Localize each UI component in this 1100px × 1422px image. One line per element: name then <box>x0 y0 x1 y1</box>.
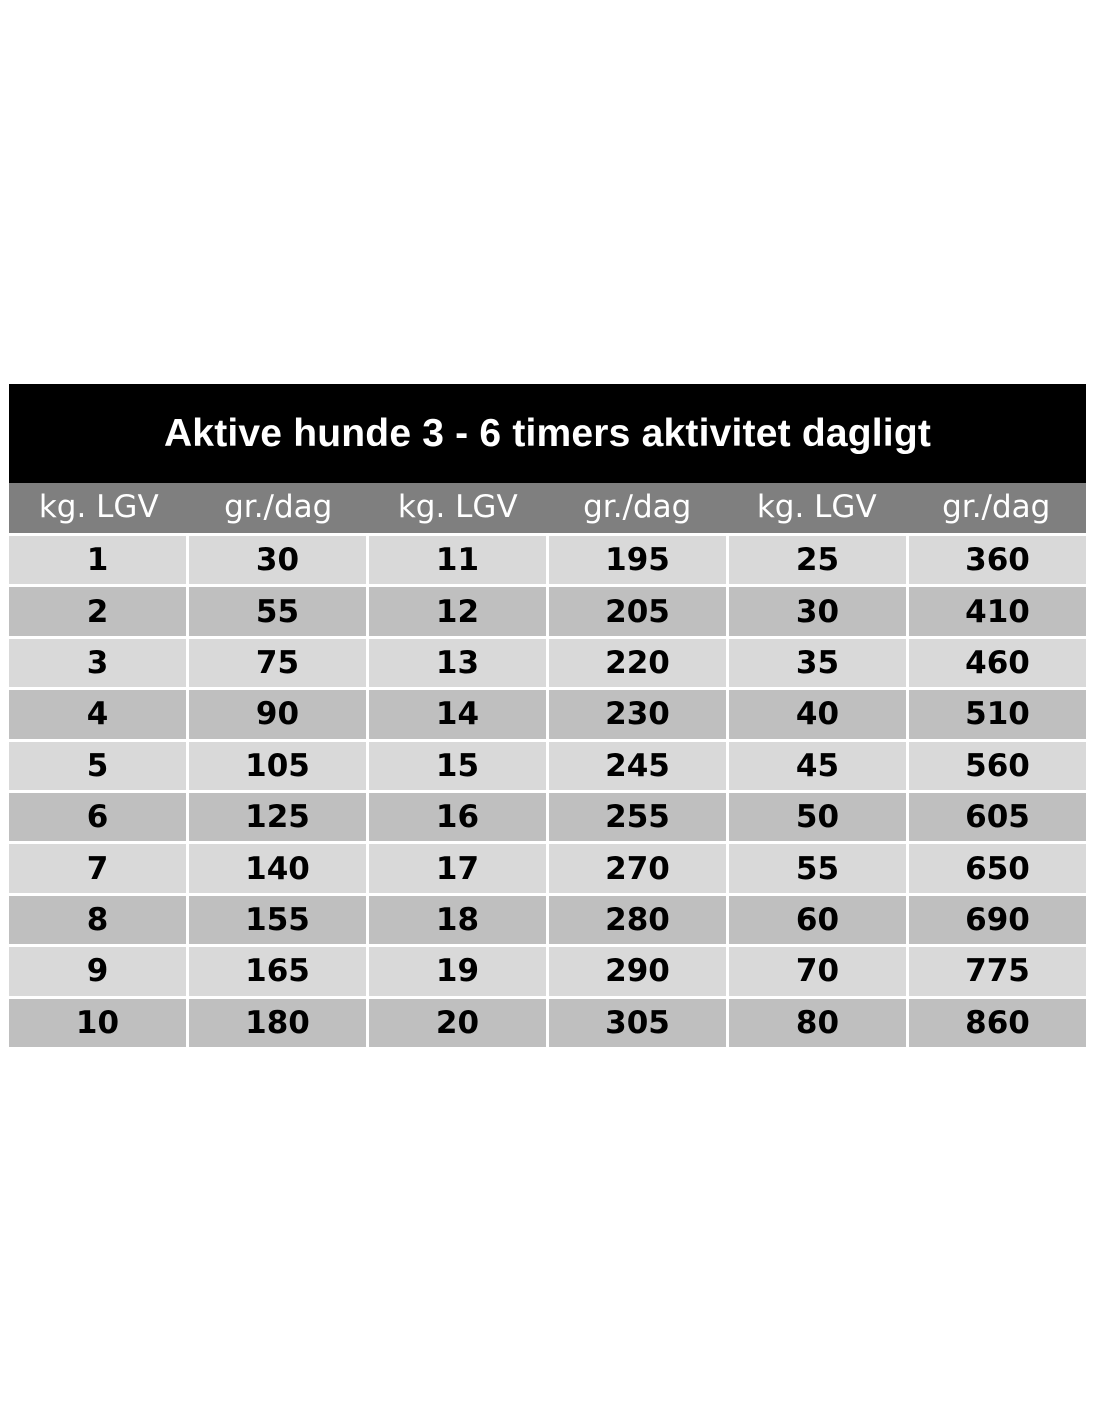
amount-cell: 105 <box>189 742 366 790</box>
amount-cell: 860 <box>909 999 1086 1047</box>
amount-cell: 410 <box>909 587 1086 635</box>
amount-cell: 360 <box>909 536 1086 584</box>
amount-cell: 255 <box>549 793 726 841</box>
amount-cell: 460 <box>909 639 1086 687</box>
amount-cell: 205 <box>549 587 726 635</box>
weight-cell: 50 <box>729 793 906 841</box>
amount-cell: 560 <box>909 742 1086 790</box>
weight-cell: 80 <box>729 999 906 1047</box>
amount-cell: 55 <box>189 587 366 635</box>
amount-cell: 220 <box>549 639 726 687</box>
weight-cell: 70 <box>729 947 906 995</box>
amount-cell: 165 <box>189 947 366 995</box>
table-header-row <box>9 483 1086 533</box>
weight-cell: 11 <box>369 536 546 584</box>
amount-cell: 140 <box>189 844 366 892</box>
header-amount-col-3: gr./dag <box>942 489 1051 525</box>
weight-cell: 1 <box>9 536 186 584</box>
amount-cell: 155 <box>189 896 366 944</box>
weight-cell: 4 <box>9 690 186 738</box>
amount-cell: 775 <box>909 947 1086 995</box>
weight-cell: 6 <box>9 793 186 841</box>
amount-cell: 605 <box>909 793 1086 841</box>
weight-cell: 17 <box>369 844 546 892</box>
weight-cell: 19 <box>369 947 546 995</box>
amount-cell: 245 <box>549 742 726 790</box>
amount-cell: 305 <box>549 999 726 1047</box>
amount-cell: 75 <box>189 639 366 687</box>
header-weight-col-2: kg. LGV <box>397 489 518 525</box>
amount-cell: 270 <box>549 844 726 892</box>
weight-cell: 16 <box>369 793 546 841</box>
weight-cell: 55 <box>729 844 906 892</box>
weight-cell: 20 <box>369 999 546 1047</box>
header-weight-col-3: kg. LGV <box>756 489 877 525</box>
weight-cell: 3 <box>9 639 186 687</box>
weight-cell: 12 <box>369 587 546 635</box>
amount-cell: 510 <box>909 690 1086 738</box>
amount-cell: 90 <box>189 690 366 738</box>
weight-cell: 2 <box>9 587 186 635</box>
amount-cell: 230 <box>549 690 726 738</box>
amount-cell: 180 <box>189 999 366 1047</box>
weight-cell: 35 <box>729 639 906 687</box>
weight-cell: 15 <box>369 742 546 790</box>
weight-cell: 5 <box>9 742 186 790</box>
table-title: Aktive hunde 3 - 6 timers aktivitet dagligt <box>9 384 1086 483</box>
weight-cell: 18 <box>369 896 546 944</box>
amount-cell: 650 <box>909 844 1086 892</box>
amount-cell: 690 <box>909 896 1086 944</box>
amount-cell: 195 <box>549 536 726 584</box>
header-amount-col-2: gr./dag <box>583 489 692 525</box>
weight-cell: 60 <box>729 896 906 944</box>
weight-cell: 9 <box>9 947 186 995</box>
weight-cell: 25 <box>729 536 906 584</box>
amount-cell: 30 <box>189 536 366 584</box>
weight-cell: 40 <box>729 690 906 738</box>
table-body <box>9 533 1086 1047</box>
amount-cell: 290 <box>549 947 726 995</box>
weight-cell: 7 <box>9 844 186 892</box>
weight-cell: 10 <box>9 999 186 1047</box>
amount-cell: 280 <box>549 896 726 944</box>
weight-cell: 8 <box>9 896 186 944</box>
weight-cell: 13 <box>369 639 546 687</box>
weight-cell: 30 <box>729 587 906 635</box>
feeding-table <box>9 384 1086 1047</box>
weight-cell: 45 <box>729 742 906 790</box>
amount-cell: 125 <box>189 793 366 841</box>
header-weight-col-1: kg. LGV <box>38 489 159 525</box>
header-amount-col-1: gr./dag <box>224 489 333 525</box>
weight-cell: 14 <box>369 690 546 738</box>
